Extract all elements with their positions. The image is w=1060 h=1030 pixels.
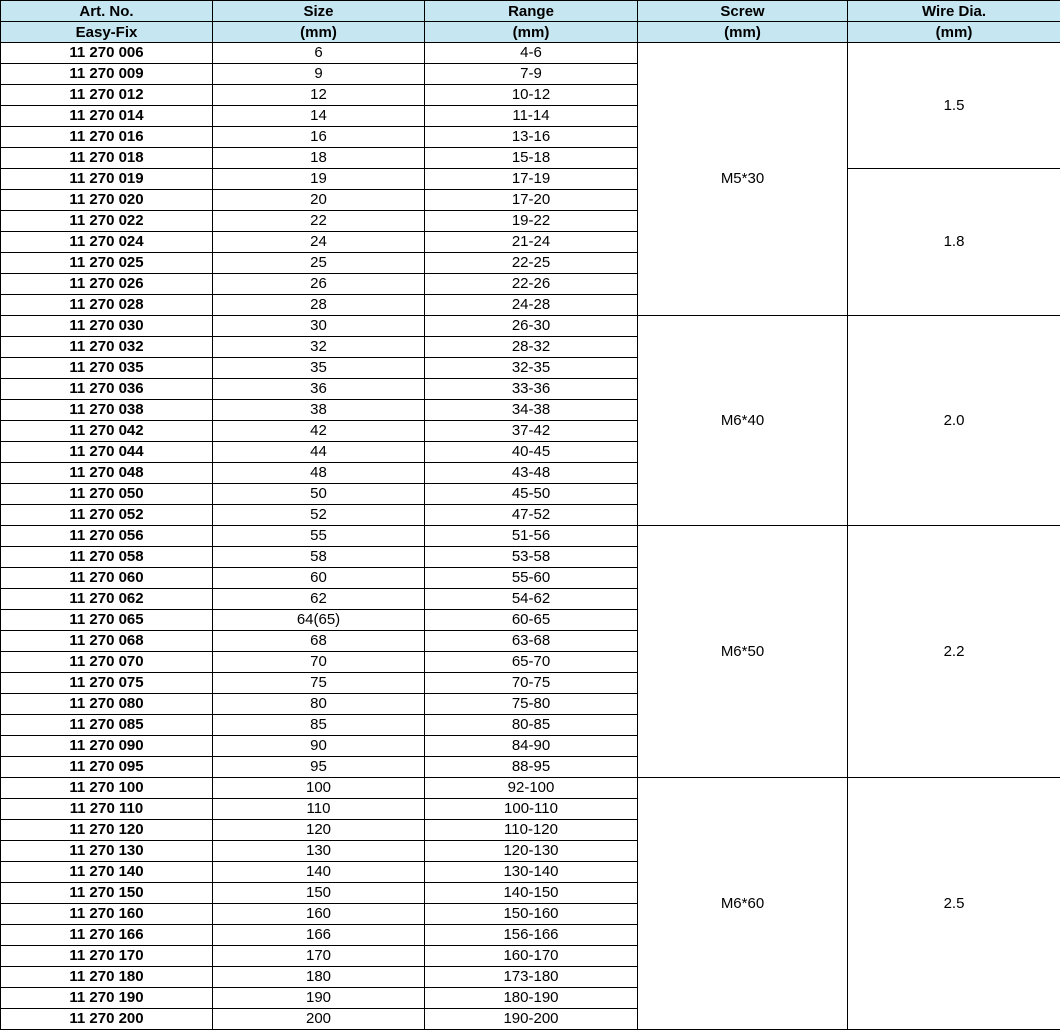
table-row bbox=[1, 169, 1060, 190]
size-cell: 50 bbox=[213, 484, 425, 505]
size-cell: 25 bbox=[213, 253, 425, 274]
size-cell: 26 bbox=[213, 274, 425, 295]
range-cell: 34-38 bbox=[425, 400, 638, 421]
size-cell: 90 bbox=[213, 736, 425, 757]
art-no-cell: 11 270 065 bbox=[1, 610, 213, 631]
wire-dia-cell: 1.5 bbox=[848, 43, 1060, 169]
size-cell: 140 bbox=[213, 862, 425, 883]
header-screw: Screw bbox=[638, 1, 848, 22]
art-no-cell: 11 270 044 bbox=[1, 442, 213, 463]
size-cell: 62 bbox=[213, 589, 425, 610]
range-cell: 70-75 bbox=[425, 673, 638, 694]
header-wire-dia: Wire Dia. bbox=[848, 1, 1060, 22]
range-cell: 22-26 bbox=[425, 274, 638, 295]
range-cell: 156-166 bbox=[425, 925, 638, 946]
range-cell: 4-6 bbox=[425, 43, 638, 64]
size-cell: 110 bbox=[213, 799, 425, 820]
art-no-cell: 11 270 120 bbox=[1, 820, 213, 841]
size-cell: 160 bbox=[213, 904, 425, 925]
size-cell: 64(65) bbox=[213, 610, 425, 631]
range-cell: 92-100 bbox=[425, 778, 638, 799]
range-cell: 60-65 bbox=[425, 610, 638, 631]
header-easy-fix: Easy-Fix bbox=[1, 22, 213, 43]
range-cell: 17-19 bbox=[425, 169, 638, 190]
screw-cell: M6*40 bbox=[638, 316, 848, 526]
range-cell: 55-60 bbox=[425, 568, 638, 589]
table-row bbox=[1, 43, 1060, 64]
table-body bbox=[1, 43, 1060, 1030]
art-no-cell: 11 270 022 bbox=[1, 211, 213, 232]
art-no-cell: 11 270 058 bbox=[1, 547, 213, 568]
range-cell: 40-45 bbox=[425, 442, 638, 463]
range-cell: 150-160 bbox=[425, 904, 638, 925]
range-cell: 26-30 bbox=[425, 316, 638, 337]
art-no-cell: 11 270 100 bbox=[1, 778, 213, 799]
size-cell: 100 bbox=[213, 778, 425, 799]
header-art-no: Art. No. bbox=[1, 1, 213, 22]
range-cell: 19-22 bbox=[425, 211, 638, 232]
size-cell: 32 bbox=[213, 337, 425, 358]
art-no-cell: 11 270 030 bbox=[1, 316, 213, 337]
range-cell: 33-36 bbox=[425, 379, 638, 400]
range-cell: 173-180 bbox=[425, 967, 638, 988]
size-cell: 190 bbox=[213, 988, 425, 1009]
size-cell: 130 bbox=[213, 841, 425, 862]
range-cell: 180-190 bbox=[425, 988, 638, 1009]
art-no-cell: 11 270 200 bbox=[1, 1009, 213, 1030]
size-cell: 180 bbox=[213, 967, 425, 988]
size-cell: 6 bbox=[213, 43, 425, 64]
range-cell: 190-200 bbox=[425, 1009, 638, 1030]
size-cell: 60 bbox=[213, 568, 425, 589]
art-no-cell: 11 270 019 bbox=[1, 169, 213, 190]
size-cell: 120 bbox=[213, 820, 425, 841]
art-no-cell: 11 270 006 bbox=[1, 43, 213, 64]
wire-dia-cell: 2.0 bbox=[848, 316, 1060, 526]
size-cell: 42 bbox=[213, 421, 425, 442]
art-no-cell: 11 270 190 bbox=[1, 988, 213, 1009]
art-no-cell: 11 270 150 bbox=[1, 883, 213, 904]
art-no-cell: 11 270 095 bbox=[1, 757, 213, 778]
art-no-cell: 11 270 020 bbox=[1, 190, 213, 211]
header-range-unit: (mm) bbox=[425, 22, 638, 43]
size-cell: 75 bbox=[213, 673, 425, 694]
size-cell: 48 bbox=[213, 463, 425, 484]
range-cell: 22-25 bbox=[425, 253, 638, 274]
art-no-cell: 11 270 024 bbox=[1, 232, 213, 253]
size-cell: 28 bbox=[213, 295, 425, 316]
art-no-cell: 11 270 068 bbox=[1, 631, 213, 652]
size-cell: 24 bbox=[213, 232, 425, 253]
header-range: Range bbox=[425, 1, 638, 22]
size-cell: 35 bbox=[213, 358, 425, 379]
art-no-cell: 11 270 036 bbox=[1, 379, 213, 400]
range-cell: 37-42 bbox=[425, 421, 638, 442]
header-screw-unit: (mm) bbox=[638, 22, 848, 43]
art-no-cell: 11 270 180 bbox=[1, 967, 213, 988]
range-cell: 51-56 bbox=[425, 526, 638, 547]
range-cell: 7-9 bbox=[425, 64, 638, 85]
screw-cell: M5*30 bbox=[638, 43, 848, 316]
range-cell: 45-50 bbox=[425, 484, 638, 505]
art-no-cell: 11 270 170 bbox=[1, 946, 213, 967]
range-cell: 21-24 bbox=[425, 232, 638, 253]
size-cell: 70 bbox=[213, 652, 425, 673]
range-cell: 100-110 bbox=[425, 799, 638, 820]
range-cell: 88-95 bbox=[425, 757, 638, 778]
size-cell: 55 bbox=[213, 526, 425, 547]
size-cell: 170 bbox=[213, 946, 425, 967]
art-no-cell: 11 270 038 bbox=[1, 400, 213, 421]
art-no-cell: 11 270 009 bbox=[1, 64, 213, 85]
table-row bbox=[1, 778, 1060, 799]
art-no-cell: 11 270 160 bbox=[1, 904, 213, 925]
size-cell: 22 bbox=[213, 211, 425, 232]
size-cell: 58 bbox=[213, 547, 425, 568]
size-cell: 38 bbox=[213, 400, 425, 421]
wire-dia-cell: 2.2 bbox=[848, 526, 1060, 778]
range-cell: 120-130 bbox=[425, 841, 638, 862]
art-no-cell: 11 270 042 bbox=[1, 421, 213, 442]
art-no-cell: 11 270 028 bbox=[1, 295, 213, 316]
art-no-cell: 11 270 056 bbox=[1, 526, 213, 547]
size-cell: 19 bbox=[213, 169, 425, 190]
header-size: Size bbox=[213, 1, 425, 22]
header-wire-unit: (mm) bbox=[848, 22, 1060, 43]
screw-cell: M6*60 bbox=[638, 778, 848, 1030]
range-cell: 43-48 bbox=[425, 463, 638, 484]
size-cell: 14 bbox=[213, 106, 425, 127]
size-cell: 200 bbox=[213, 1009, 425, 1030]
size-cell: 44 bbox=[213, 442, 425, 463]
range-cell: 54-62 bbox=[425, 589, 638, 610]
art-no-cell: 11 270 075 bbox=[1, 673, 213, 694]
table-row bbox=[1, 316, 1060, 337]
art-no-cell: 11 270 090 bbox=[1, 736, 213, 757]
art-no-cell: 11 270 014 bbox=[1, 106, 213, 127]
art-no-cell: 11 270 018 bbox=[1, 148, 213, 169]
art-no-cell: 11 270 035 bbox=[1, 358, 213, 379]
range-cell: 65-70 bbox=[425, 652, 638, 673]
art-no-cell: 11 270 070 bbox=[1, 652, 213, 673]
range-cell: 160-170 bbox=[425, 946, 638, 967]
range-cell: 32-35 bbox=[425, 358, 638, 379]
range-cell: 15-18 bbox=[425, 148, 638, 169]
art-no-cell: 11 270 026 bbox=[1, 274, 213, 295]
header-row-1 bbox=[1, 1, 1060, 22]
range-cell: 10-12 bbox=[425, 85, 638, 106]
art-no-cell: 11 270 085 bbox=[1, 715, 213, 736]
size-cell: 12 bbox=[213, 85, 425, 106]
art-no-cell: 11 270 025 bbox=[1, 253, 213, 274]
art-no-cell: 11 270 140 bbox=[1, 862, 213, 883]
range-cell: 110-120 bbox=[425, 820, 638, 841]
art-no-cell: 11 270 052 bbox=[1, 505, 213, 526]
size-cell: 68 bbox=[213, 631, 425, 652]
range-cell: 28-32 bbox=[425, 337, 638, 358]
range-cell: 80-85 bbox=[425, 715, 638, 736]
art-no-cell: 11 270 012 bbox=[1, 85, 213, 106]
range-cell: 47-52 bbox=[425, 505, 638, 526]
art-no-cell: 11 270 166 bbox=[1, 925, 213, 946]
size-cell: 52 bbox=[213, 505, 425, 526]
header-row-2 bbox=[1, 22, 1060, 43]
range-cell: 17-20 bbox=[425, 190, 638, 211]
header-size-unit: (mm) bbox=[213, 22, 425, 43]
size-cell: 9 bbox=[213, 64, 425, 85]
wire-dia-cell: 2.5 bbox=[848, 778, 1060, 1030]
art-no-cell: 11 270 032 bbox=[1, 337, 213, 358]
table-row bbox=[1, 526, 1060, 547]
size-cell: 20 bbox=[213, 190, 425, 211]
range-cell: 13-16 bbox=[425, 127, 638, 148]
range-cell: 130-140 bbox=[425, 862, 638, 883]
range-cell: 11-14 bbox=[425, 106, 638, 127]
range-cell: 24-28 bbox=[425, 295, 638, 316]
size-cell: 36 bbox=[213, 379, 425, 400]
size-cell: 150 bbox=[213, 883, 425, 904]
size-cell: 16 bbox=[213, 127, 425, 148]
size-cell: 18 bbox=[213, 148, 425, 169]
range-cell: 84-90 bbox=[425, 736, 638, 757]
art-no-cell: 11 270 062 bbox=[1, 589, 213, 610]
size-cell: 30 bbox=[213, 316, 425, 337]
range-cell: 75-80 bbox=[425, 694, 638, 715]
size-cell: 95 bbox=[213, 757, 425, 778]
range-cell: 140-150 bbox=[425, 883, 638, 904]
art-no-cell: 11 270 060 bbox=[1, 568, 213, 589]
wire-dia-cell: 1.8 bbox=[848, 169, 1060, 316]
range-cell: 63-68 bbox=[425, 631, 638, 652]
art-no-cell: 11 270 048 bbox=[1, 463, 213, 484]
size-cell: 85 bbox=[213, 715, 425, 736]
range-cell: 53-58 bbox=[425, 547, 638, 568]
table-header bbox=[1, 1, 1060, 43]
art-no-cell: 11 270 050 bbox=[1, 484, 213, 505]
art-no-cell: 11 270 110 bbox=[1, 799, 213, 820]
art-no-cell: 11 270 016 bbox=[1, 127, 213, 148]
art-no-cell: 11 270 080 bbox=[1, 694, 213, 715]
size-cell: 80 bbox=[213, 694, 425, 715]
art-no-cell: 11 270 130 bbox=[1, 841, 213, 862]
size-cell: 166 bbox=[213, 925, 425, 946]
screw-cell: M6*50 bbox=[638, 526, 848, 778]
